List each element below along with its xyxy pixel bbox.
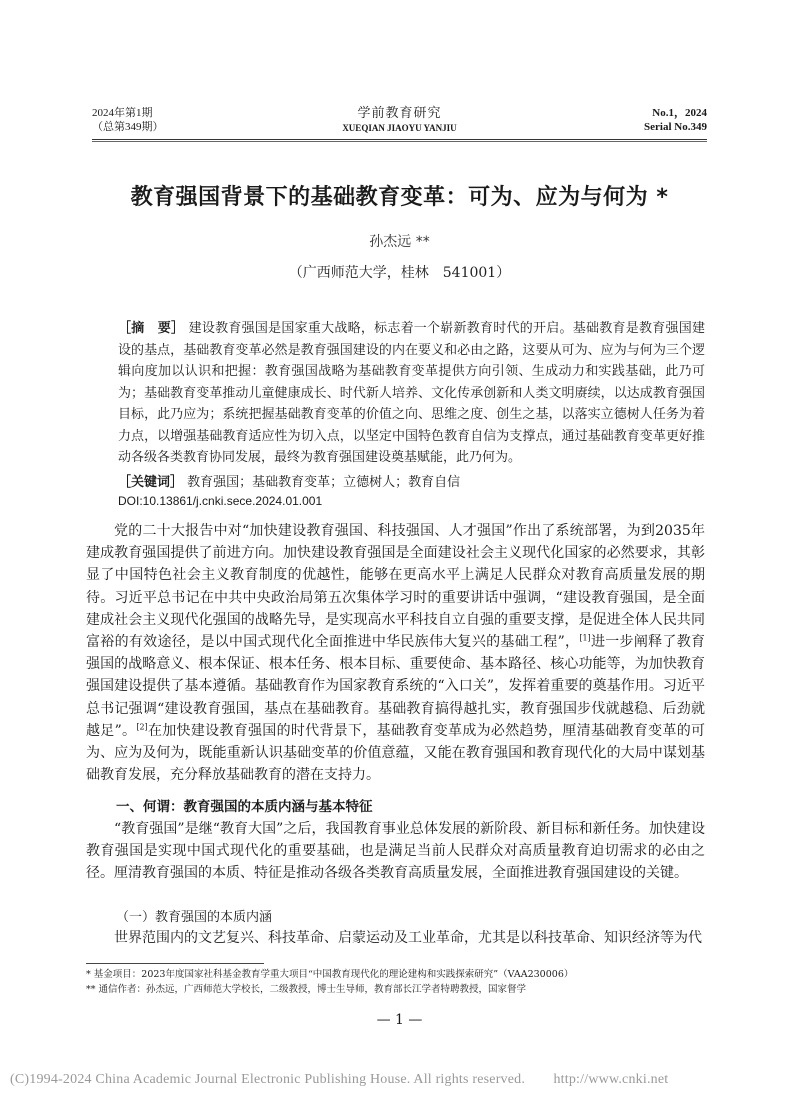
paragraph: “教育强国”是继“教育大国”之后，我国教育事业总体发展的新阶段、新目标和新任务。加快建设教育强国是实现中国式现代化的重要基础，也是满足当前人民群众对高质量教育迫切需求的必由之径。厘清教育强国的本质、特征是推动各级各类教育高质量发展，全面推进教育强国建设的关键。 [86, 821, 705, 882]
article-author: 孙杰远 ** [369, 234, 430, 250]
abstract-text: 建设教育强国是国家重大战略，标志着一个崭新教育时代的开启。基础教育是教育强国建设的基点，基础教育变革必然是教育强国建设的内在要义和必由之路，这要从可为、应为与何为三个逻辑向度加以认识和把握：教育强国战略为基础教育变革提供方向引领、生成动力和实践基础，此乃可为；基础教育变革推动儿童健康成长、时代新人培养、文化传承创新和人类文明赓续，以达成教育强国目标，此乃应为；系统把握基础教育变革的价值之向、思维之度、创生之基，以落实立德树人任务为着力点，以增强基础教育适应性为切入点，以坚定中国特色教育自信为支撑点，通过基础教育变革更好推动各级各类教育协同发展，最终为教育强国建设奠基赋能，此乃何为。 [118, 321, 705, 465]
abstract [118, 318, 705, 469]
paragraph-text-b: 进一步阐释了教育强国的战略意义、根本保证、根本任务、根本目标、重要使命、基本路径、核心功能等，为加快教育强国建设提供了基本遵循。基础教育作为国家教育系统的“入口关”，发挥着重要的奠基作用。习近平总书记强调“建设教育强国，基点在基础教育。基础教育搞得越扎实，教育强国步伐就越稳、后劲就越足”。 [86, 634, 706, 739]
author-affiliation: （广西师范大学，桂林 541001） [288, 265, 511, 281]
keywords-text: 教育强国；基础教育变革；立德树人；教育自信 [187, 475, 461, 490]
intro-section [86, 520, 705, 786]
page-header [92, 106, 707, 136]
citation-ref: [1] [579, 633, 591, 643]
abstract-tag: ［摘 要］ [118, 321, 185, 336]
paragraph: 世界范围内的文艺复兴、科技革命、启蒙运动及工业革命，尤其是以科技革命、知识经济等为代 [114, 930, 702, 946]
issue-cn: 2024年第1期 [92, 107, 153, 119]
paragraph-text-a: 党的二十大报告中对“加快建设教育强国、科技强国、人才强国”作出了系统部署，为到2035年建成教育强国提供了前进方向。加快建设教育强国是全面建设社会主义现代化国家的必然要求，其彰显了中国特色社会主义教育制度的优越性，能够在更高水平上满足人民群众对教育高质量发展的期待。习近平总书记在中共中央政治局第五次集体学习时的重要讲话中强调，“建设教育强国，是全面建成社会主义现代化强国的战略先导，是实现高水平科技自立自强的重要支撑，是促进全体人民共同富裕的有效途径，是以中国式现代化全面推进中华民族伟大复兴的基础工程”， [86, 523, 705, 651]
journal-name-cn: 学前教育研究 [357, 106, 442, 121]
section-body [86, 818, 705, 885]
footnotes [86, 967, 705, 997]
paragraph [86, 520, 705, 786]
footnote-fund: * 基金项目：2023年度国家社科基金教育学重大项目“中国教育现代化的理论建构和实践探索研究”（VAA230006） [86, 969, 574, 980]
paragraph-text-c: 在加快建设教育强国的时代背景下，基础教育变革成为必然趋势，厘清基础教育变革的可为、应为及何为，既能重新认识基础变革的价值意蕴，又能在教育强国和教育现代化的大局中谋划基础教育发展，充分释放基础教育的潜在支持力。 [86, 722, 705, 784]
issue-info-right [644, 106, 707, 134]
subsection-heading: （一）教育强国的本质内涵 [116, 910, 273, 925]
total-issue-cn: （总第349期） [92, 121, 164, 133]
footnote-author: ** 通信作者：孙杰远，广西师范大学校长，二级教授，博士生导师，教育部长江学者特聘教授，国家督学 [86, 984, 527, 995]
keywords-tag: ［关键词］ [118, 475, 184, 490]
journal-name [92, 106, 707, 134]
subsection-body [86, 927, 705, 949]
serial-en: Serial No.349 [644, 121, 707, 133]
issue-en: No.1，2024 [652, 107, 707, 119]
header-rule-thin [92, 141, 707, 142]
article-title: 教育强国背景下的基础教育变革：可为、应为与何为 * [130, 185, 669, 210]
journal-name-en: XUEQIAN JIAOYU YANJIU [342, 123, 457, 133]
footnote-rule [86, 963, 264, 964]
section-heading: 一、何谓：教育强国的本质内涵与基本特征 [116, 799, 373, 815]
citation-ref: [2] [136, 722, 148, 732]
copyright-notice: (C)1994-2024 China Academic Journal Electronic Publishing House. All rights reserved. http://www.cnki.net [10, 1072, 669, 1087]
keywords [118, 473, 705, 493]
page-number: — 1 — [376, 1012, 423, 1028]
doi: DOI:10.13861/j.cnki.sece.2024.01.001 [118, 494, 323, 508]
header-rule [92, 139, 707, 140]
